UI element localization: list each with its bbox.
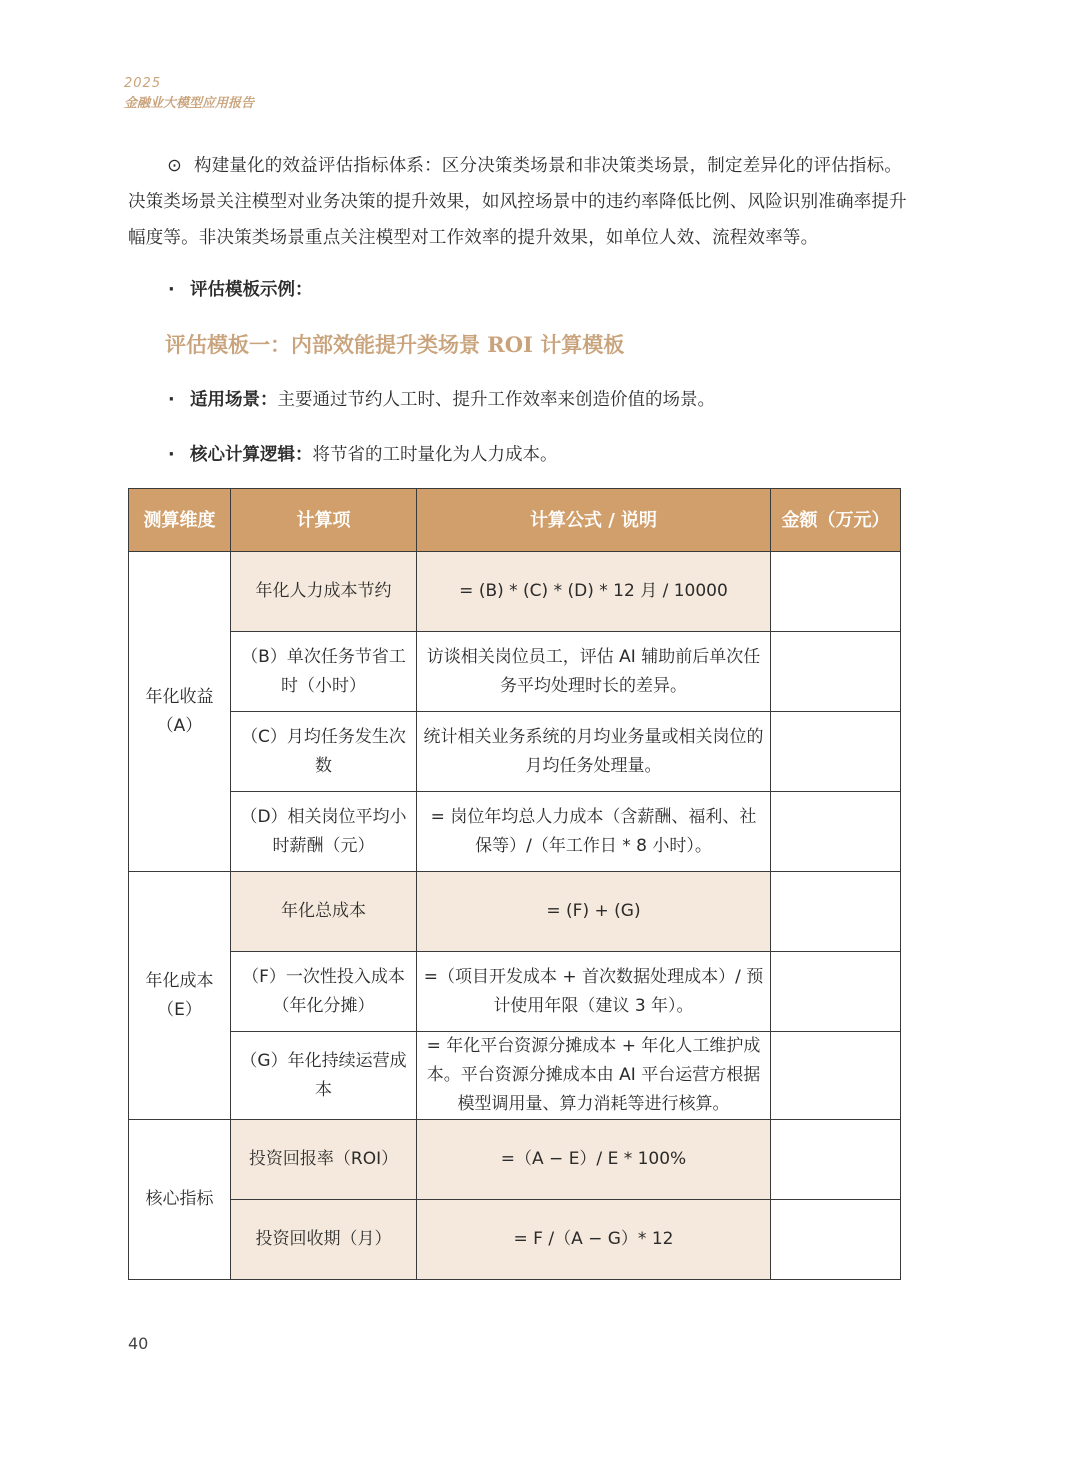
amount-cell[interactable] [771,552,901,632]
formula-cell: = (B) * (C) * (D) * 12 月 / 10000 [417,552,771,632]
item-cell: （G）年化持续运营成本 [231,1032,417,1120]
table-row [129,1032,901,1120]
intro-paragraph [128,148,910,256]
logic-text: 将节省的工时量化为人力成本。 [312,445,558,465]
item-cell: 投资回报率（ROI） [231,1120,417,1200]
table-row [129,1200,901,1280]
amount-cell[interactable] [771,1200,901,1280]
formula-cell: =（A − E）/ E * 100% [417,1120,771,1200]
bullet-dot: · [168,390,175,410]
dimension-cell: 年化收益（A） [129,552,231,872]
table-row [129,632,901,712]
item-cell: （D）相关岗位平均小时薪酬（元） [231,792,417,872]
section-title: 评估模板一：内部效能提升类场景 ROI 计算模板 [165,332,625,357]
table-row [129,952,901,1032]
formula-cell: 统计相关业务系统的月均业务量或相关岗位的月均任务处理量。 [417,712,771,792]
intro-text: 构建量化的效益评估指标体系：区分决策类场景和非决策类场景，制定差异化的评估指标。决策类场景关注模型对业务决策的提升效果，如风控场景中的违约率降低比例、风险识别准确率提升幅度等。非决策类场景重点关注模型对工作效率的提升效果，如单位人效、流程效率等。 [128,156,907,248]
header-report-title: 金融业大模型应用报告 [124,96,255,111]
amount-cell[interactable] [771,952,901,1032]
roi-table [128,488,901,1280]
header-item: 计算项 [231,489,417,552]
header-amount: 金额（万元） [771,489,901,552]
dimension-cell: 年化成本（E） [129,872,231,1120]
table-row [129,552,901,632]
amount-cell[interactable] [771,792,901,872]
header-dimension: 测算维度 [129,489,231,552]
item-cell: 年化人力成本节约 [231,552,417,632]
circle-bullet-icon: ⊙ [167,156,182,176]
item-cell: （C）月均任务发生次数 [231,712,417,792]
examples-label: 评估模板示例： [190,280,313,300]
examples-bullet [168,276,313,301]
table-row [129,1120,901,1200]
formula-cell: = 年化平台资源分摊成本 + 年化人工维护成本。平台资源分摊成本由 AI 平台运营方根据模型调用量、算力消耗等进行核算。 [417,1032,771,1120]
table-row [129,712,901,792]
bullet-dot: · [168,280,175,300]
item-cell: （F）一次性投入成本（年化分摊） [231,952,417,1032]
logic-bullet [168,441,558,466]
table-row [129,872,901,952]
dimension-cell: 核心指标 [129,1120,231,1280]
scenario-bullet [168,386,715,411]
header-year: 2025 [124,76,162,91]
table-row [129,792,901,872]
formula-cell: = (F) + (G) [417,872,771,952]
logic-label: 核心计算逻辑： [190,445,313,465]
scenario-label: 适用场景： [190,390,278,410]
formula-cell: = 岗位年均总人力成本（含薪酬、福利、社保等）/（年工作日 * 8 小时）。 [417,792,771,872]
bullet-dot: · [168,445,175,465]
item-cell: （B）单次任务节省工时（小时） [231,632,417,712]
formula-cell: = F /（A − G）* 12 [417,1200,771,1280]
amount-cell[interactable] [771,1032,901,1120]
table-header-row [129,489,901,552]
item-cell: 投资回收期（月） [231,1200,417,1280]
scenario-text: 主要通过节约人工时、提升工作效率来创造价值的场景。 [277,390,715,410]
amount-cell[interactable] [771,872,901,952]
formula-cell: 访谈相关岗位员工，评估 AI 辅助前后单次任务平均处理时长的差异。 [417,632,771,712]
amount-cell[interactable] [771,1120,901,1200]
amount-cell[interactable] [771,712,901,792]
amount-cell[interactable] [771,632,901,712]
formula-cell: =（项目开发成本 + 首次数据处理成本）/ 预计使用年限（建议 3 年）。 [417,952,771,1032]
header-formula: 计算公式 / 说明 [417,489,771,552]
item-cell: 年化总成本 [231,872,417,952]
page-number: 40 [128,1334,149,1353]
